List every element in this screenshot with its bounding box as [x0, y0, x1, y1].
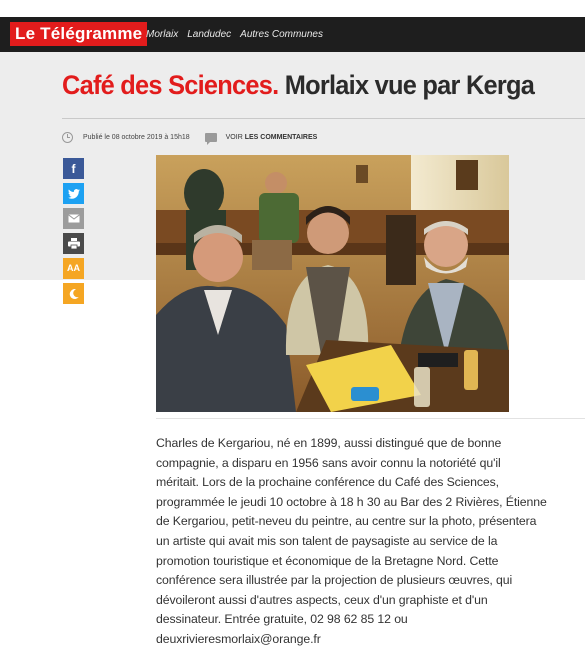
twitter-share-button[interactable]: [63, 183, 84, 204]
font-size-button[interactable]: [63, 258, 84, 279]
facebook-share-button[interactable]: [63, 158, 84, 179]
title-divider: [62, 118, 585, 119]
font-size-icon: AA: [67, 263, 80, 273]
body-line: méritait. Lors de la prochaine conférence du Café des Sciences,: [156, 475, 499, 490]
body-line: un artiste qui avait mis son talent de paysagiste au service de la: [156, 533, 498, 548]
article-title: [62, 70, 534, 101]
top-navigation-bar: [0, 17, 585, 52]
print-button[interactable]: [63, 233, 84, 254]
contact-email-link[interactable]: deuxrivieresmorlaix@orange.fr: [156, 631, 321, 646]
article-body: [156, 434, 581, 650]
nav-item-autres-communes[interactable]: Autres Communes: [240, 29, 323, 40]
body-line: compagnie, a disparu en 1956 sans avoir connu la notoriété qu'il: [156, 455, 501, 470]
publish-date: Publié le 08 octobre 2019 à 15h18: [83, 133, 190, 141]
print-icon: [68, 238, 80, 249]
moon-icon: [68, 288, 80, 300]
share-toolbar: [63, 158, 84, 308]
photo-illustration: [156, 155, 509, 412]
email-share-button[interactable]: [63, 208, 84, 229]
view-comments-link[interactable]: [226, 134, 318, 141]
article-title-kicker: Café des Sciences.: [62, 70, 279, 100]
nav-item-morlaix[interactable]: Morlaix: [146, 29, 179, 40]
body-line: promotion touristique et économique de la Bretagne Nord. Cette: [156, 553, 499, 568]
mail-icon: [68, 214, 80, 223]
nav-item-landudec[interactable]: Landudec: [187, 29, 232, 40]
body-line: Charles de Kergariou, né en 1899, aussi distingué que de bonne: [156, 436, 502, 450]
clock-icon: [62, 132, 73, 143]
view-comments-label: LES COMMENTAIRES: [244, 133, 318, 141]
body-line: de Kergariou, petit-neveu du peintre, au centre sur la photo, présentera: [156, 514, 537, 529]
site-logo[interactable]: Le Télégramme: [10, 22, 147, 46]
comment-icon[interactable]: [205, 133, 217, 142]
body-line: dévoileront aussi d'autres aspects, ceux d'un graphiste et d'un: [156, 592, 488, 607]
body-line: dessinateur. Entrée gratuite, 02 98 62 85 12 ou: [156, 612, 408, 627]
body-line: conférence sera illustrée par la projection de plusieurs œuvres, qui: [156, 573, 513, 588]
article-title-main: Morlaix vue par Kerga: [278, 70, 535, 100]
body-line: programmée le jeudi 10 octobre à 18 h 30 au Bar des 2 Rivières, Étienne: [156, 494, 547, 509]
view-comments-prefix: VOIR: [225, 133, 245, 141]
night-mode-button[interactable]: [63, 283, 84, 304]
photo-divider: [156, 418, 585, 419]
article-photo: [156, 155, 509, 412]
section-nav: [146, 17, 323, 52]
article-meta: [62, 130, 317, 144]
twitter-icon: [68, 189, 80, 199]
facebook-icon: f: [71, 161, 76, 176]
